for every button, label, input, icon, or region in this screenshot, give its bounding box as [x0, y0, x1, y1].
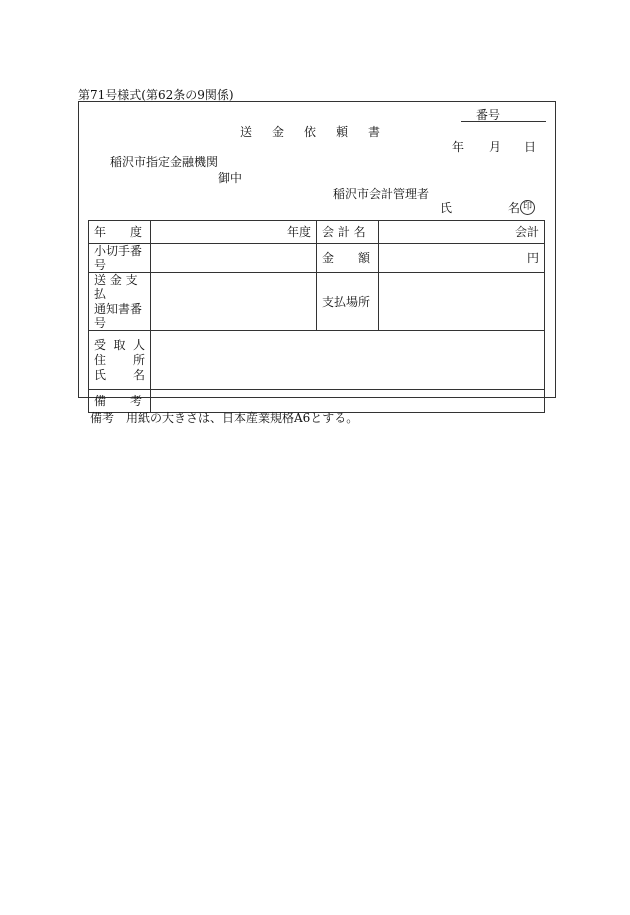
fiscal-year-label: 年 度	[89, 221, 151, 244]
remit-notice-field[interactable]	[151, 273, 317, 331]
date-month: 月	[489, 140, 502, 154]
payee-char: 受	[94, 338, 107, 352]
payee-label	[89, 331, 151, 390]
account-name-field[interactable]: 会計	[379, 221, 545, 244]
table-row	[89, 273, 545, 331]
fiscal-year-field[interactable]: 年度	[151, 221, 317, 244]
remit-notice-label	[89, 273, 151, 331]
form-caption: 第71号様式(第62条の9関係)	[78, 88, 234, 102]
remittance-table	[88, 220, 545, 413]
payee-field[interactable]	[151, 331, 545, 390]
amount-label: 金 額	[317, 244, 379, 273]
payee-char: 人	[132, 338, 145, 352]
address-char: 所	[132, 353, 145, 367]
check-number-label: 小切手番号	[89, 244, 151, 273]
number-underline	[461, 121, 546, 122]
number-label: 番号	[476, 108, 501, 122]
check-number-field[interactable]	[151, 244, 317, 273]
amount-field[interactable]: 円	[379, 244, 545, 273]
name-family: 氏	[440, 201, 453, 215]
address-char: 住	[94, 353, 107, 367]
recipient: 稲沢市指定金融機関	[110, 155, 219, 169]
name-given: 名	[508, 201, 521, 215]
date-year: 年	[452, 140, 465, 154]
payment-place-label: 支払場所	[317, 273, 379, 331]
remarks-label: 備 考	[89, 390, 151, 413]
table-row	[89, 221, 545, 244]
document-title: 送金依頼書	[240, 125, 401, 139]
payment-place-field[interactable]	[379, 273, 545, 331]
remit-notice-label-line2: 通知書番号	[94, 302, 143, 330]
recipient-suffix: 御中	[218, 171, 243, 185]
table-row	[89, 244, 545, 273]
footer-note: 備考 用紙の大きさは、日本産業規格A6とする。	[90, 411, 359, 425]
remit-notice-label-line1: 送 金 支 払	[94, 273, 138, 301]
table-row	[89, 331, 545, 390]
account-name-label: 会 計 名	[317, 221, 379, 244]
name-char: 氏	[94, 368, 107, 382]
name-char: 名	[132, 368, 145, 382]
payee-char: 取	[113, 338, 126, 352]
date-day: 日	[524, 140, 537, 154]
sender-title: 稲沢市会計管理者	[333, 187, 430, 201]
seal-mark: 印	[520, 200, 535, 215]
